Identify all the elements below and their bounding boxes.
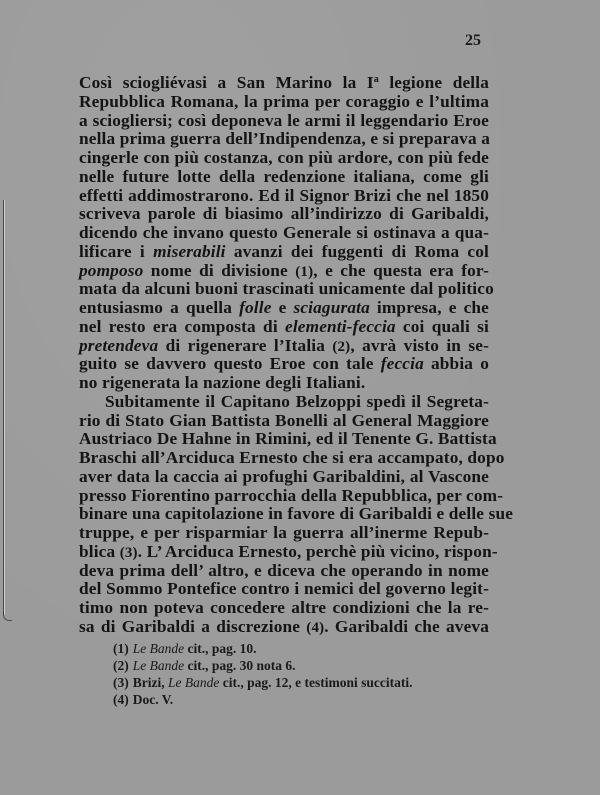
text-line bbox=[79, 112, 489, 131]
text-line bbox=[79, 262, 489, 281]
text-line bbox=[79, 337, 489, 356]
text-run: nella prima guerra dell’Indipendenza, e si preparava a bbox=[79, 129, 491, 149]
text-run: nelle future lotte della redenzione italiana, come gli bbox=[79, 166, 489, 186]
text-run: , e che questa era for- bbox=[313, 260, 490, 280]
footnote-author: Brizi, bbox=[132, 675, 168, 690]
text-run: entusiasmo a quella bbox=[79, 298, 240, 317]
italic-text: folle bbox=[239, 298, 272, 317]
text-run: guito se davvero questo Eroe con tale bbox=[79, 354, 381, 374]
text-run: nel resto era composta di bbox=[79, 316, 286, 336]
text-line bbox=[79, 299, 489, 318]
text-run: Repubblica Romana, la prima per coraggio e l’ultima bbox=[79, 91, 489, 111]
body-text bbox=[79, 73, 514, 637]
text-line bbox=[79, 412, 489, 431]
text-line bbox=[79, 355, 489, 374]
text-run: , avrà visto in se- bbox=[350, 335, 489, 355]
italic-text: pomposo bbox=[79, 260, 144, 280]
text-line bbox=[79, 187, 489, 206]
text-line bbox=[79, 130, 489, 149]
text-run: lificare i bbox=[79, 241, 154, 261]
text-run: Austriaco De Hahne in Rimini, ed il Tenente G. Battista bbox=[79, 429, 497, 449]
text-line bbox=[79, 429, 497, 449]
footnote-title: Le Bande bbox=[168, 675, 220, 690]
text-run: truppe, e per risparmiar la guerra all’inerme Repub- bbox=[79, 523, 489, 542]
italic-text: feccia bbox=[380, 354, 424, 374]
footnote-reference: (2) bbox=[332, 338, 351, 355]
footnote-citation: Doc. V. bbox=[132, 692, 174, 707]
text-line bbox=[79, 149, 489, 168]
text-run: Braschi all’Arciduca Ernesto che si era accampato, dopo bbox=[79, 448, 505, 467]
footnote-number: (2) bbox=[113, 658, 129, 673]
footnote-item bbox=[113, 657, 493, 674]
italic-text: miserabili bbox=[153, 241, 226, 261]
binding-edge-mark bbox=[3, 612, 12, 621]
superscript: a bbox=[373, 74, 379, 85]
text-line bbox=[79, 580, 489, 599]
footnote-title: Le Bande bbox=[132, 658, 185, 673]
text-line bbox=[79, 541, 498, 562]
footnote-item bbox=[113, 640, 493, 657]
text-run: impresa, e che bbox=[369, 298, 490, 317]
text-run: binare una capitolazione in favore di Garibaldi e delle sue bbox=[79, 504, 514, 524]
italic-text: sciagurata bbox=[293, 298, 370, 317]
footnote-number: (3) bbox=[113, 675, 129, 690]
text-run: presso Fiorentino parrocchia della Repubblica, per com- bbox=[79, 485, 504, 505]
text-run: a sciogliersi; così deponeva le armi il leggendario Eroe bbox=[79, 110, 489, 130]
text-line bbox=[79, 393, 489, 412]
binding-edge-line bbox=[3, 200, 5, 615]
text-line bbox=[79, 74, 489, 93]
text-run: . Garibaldi che aveva bbox=[324, 616, 489, 636]
footnote-number: (1) bbox=[113, 641, 129, 656]
text-run: effetti addimostrarono. Ed il Signor Brizi che nel 1850 bbox=[79, 185, 489, 205]
text-line bbox=[79, 562, 489, 581]
text-line bbox=[79, 318, 489, 337]
text-line bbox=[79, 243, 489, 262]
text-run: . L’ Arciduca Ernesto, perchè più vicino, rispon- bbox=[137, 541, 498, 561]
footnote-reference: (4) bbox=[306, 619, 325, 636]
text-run: timo non poteva concedere altre condizioni che la re- bbox=[79, 598, 489, 617]
text-run: scriveva parole di biasimo all’indirizzo di Garibaldi, bbox=[79, 204, 489, 224]
italic-text: pretendeva bbox=[79, 335, 159, 355]
footnotes bbox=[113, 640, 493, 708]
text-line bbox=[79, 468, 489, 487]
footnote-citation: cit., pag. 10. bbox=[184, 641, 257, 656]
text-run: legione della bbox=[378, 73, 489, 92]
text-line bbox=[79, 448, 505, 468]
text-run: cingerle con più costanza, con più ardore, con più fede bbox=[79, 148, 489, 167]
text-run: rio di Stato Gian Battista Bonelli al General Maggiore bbox=[79, 410, 489, 430]
footnote-item bbox=[113, 691, 493, 708]
text-run: abbia o bbox=[423, 354, 490, 374]
footnote-number: (4) bbox=[113, 692, 129, 707]
footnote-reference: (1) bbox=[295, 263, 314, 280]
text-line bbox=[79, 599, 489, 618]
footnote-citation: cit., pag. 30 nota 6. bbox=[184, 658, 296, 673]
text-line bbox=[79, 374, 489, 393]
text-run: blica bbox=[79, 541, 120, 561]
text-run: no rigenerata la nazione degli Italiani. bbox=[79, 373, 366, 392]
text-run: mata da alcuni buoni trascinati unicamente dal politico bbox=[79, 279, 494, 299]
footnote-reference: (3) bbox=[119, 544, 138, 561]
text-run: Subitamente il Capitano Belzoppi spedì il Segreta- bbox=[105, 391, 489, 411]
italic-text: elementi-feccia bbox=[285, 316, 396, 336]
footnote-title: Le Bande bbox=[132, 641, 185, 656]
text-line bbox=[79, 168, 489, 187]
page-number: 25 bbox=[465, 32, 481, 49]
text-line bbox=[79, 205, 489, 224]
text-run: deva prima dell’ altro, e diceva che operando in nome bbox=[79, 560, 489, 580]
text-run: avanzi dei fuggenti di Roma col bbox=[225, 241, 489, 261]
footnote-item bbox=[113, 674, 493, 691]
text-line bbox=[79, 224, 489, 243]
text-run: aver data la caccia ai profughi Garibaldini, al Vascone bbox=[79, 466, 489, 486]
text-run: di rigenerare l’Italia bbox=[158, 335, 333, 355]
text-run: e bbox=[271, 298, 294, 317]
text-run: coi quali si bbox=[395, 316, 489, 336]
text-line bbox=[79, 279, 494, 299]
text-line bbox=[79, 485, 504, 506]
text-run: dicendo che invano questo Generale si ostinava a qua- bbox=[79, 223, 489, 242]
text-line bbox=[79, 93, 489, 112]
text-run: nome di divisione bbox=[143, 260, 296, 280]
text-run: sa di Garibaldi a discrezione bbox=[79, 616, 307, 636]
text-run: Così sciogliévasi a San Marino la I bbox=[79, 73, 374, 92]
text-run: del Sommo Pontefice contro i nemici del governo legit- bbox=[79, 579, 489, 599]
text-line bbox=[79, 618, 489, 637]
text-line bbox=[79, 524, 489, 543]
text-line bbox=[79, 504, 514, 524]
footnote-citation: cit., pag. 12, e testimoni succitati. bbox=[219, 675, 413, 690]
